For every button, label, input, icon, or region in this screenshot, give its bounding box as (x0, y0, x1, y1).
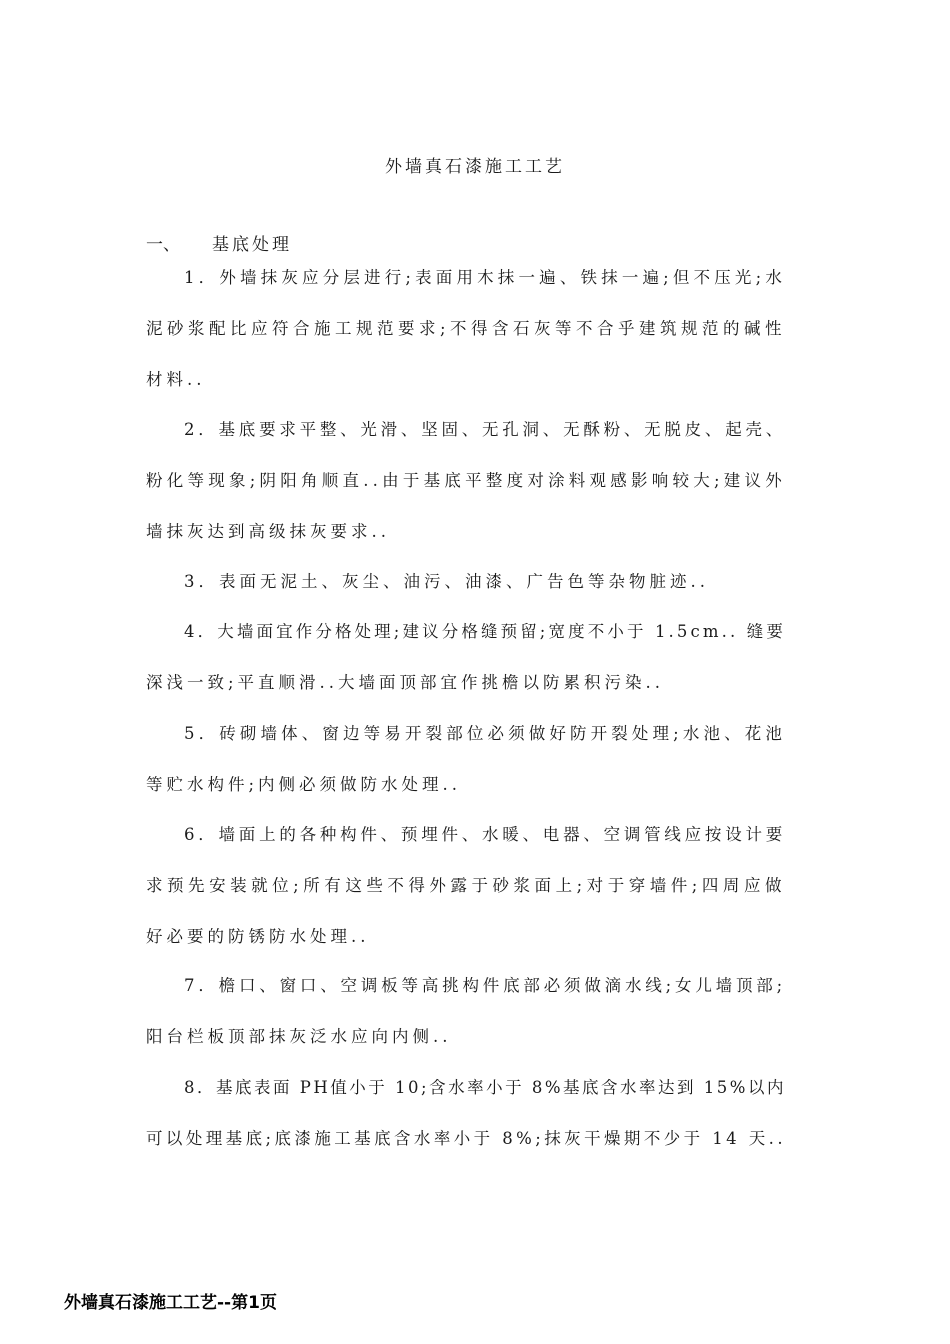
paragraph-line: 深浅一致;平直顺滑..大墙面顶部宜作挑檐以防累积污染.. (146, 673, 665, 692)
paragraph-line: 粉化等现象;阴阳角顺直..由于基底平整度对涂料观感影响较大;建议外 (146, 471, 786, 490)
paragraph-line: 2．基底要求平整、光滑、坚固、无孔洞、无酥粉、无脱皮、起壳、 (184, 420, 786, 439)
section-number: 一、 (146, 235, 180, 255)
paragraph-line: 阳台栏板顶部抹灰泛水应向内侧.. (146, 1027, 452, 1046)
section-label: 基底处理 (212, 235, 292, 255)
paragraph-line: 6．墙面上的各种构件、预埋件、水暖、电器、空调管线应按设计要 (184, 825, 786, 844)
paragraph-line: 7．檐口、窗口、空调板等高挑构件底部必须做滴水线;女儿墙顶部; (184, 976, 786, 995)
paragraph-line: 等贮水构件;内侧必须做防水处理.. (146, 775, 462, 794)
paragraph-line: 可以处理基底;底漆施工基底含水率小于 8%;抹灰干燥期不少于 14 天.. (146, 1129, 786, 1148)
paragraph-line: 8．基底表面 PH值小于 10;含水率小于 8%基底含水率达到 15%以内 (184, 1078, 786, 1097)
paragraph-line: 4．大墙面宜作分格处理;建议分格缝预留;宽度不小于 1.5cm.. 缝要 (184, 622, 786, 641)
section-heading (146, 230, 292, 255)
paragraph-line: 3．表面无泥土、灰尘、油污、油漆、广告色等杂物脏迹.. (184, 572, 709, 591)
paragraph-line: 材料.. (146, 370, 206, 389)
paragraph-line: 5．砖砌墙体、窗边等易开裂部位必须做好防开裂处理;水池、花池 (184, 724, 786, 743)
paragraph-line: 泥砂浆配比应符合施工规范要求;不得含石灰等不合乎建筑规范的碱性 (146, 319, 786, 338)
paragraph-line: 1．外墙抹灰应分层进行;表面用木抹一遍、铁抹一遍;但不压光;水 (184, 268, 786, 287)
paragraph-line: 好必要的防锈防水处理.. (146, 927, 370, 946)
page-title: 外墙真石漆施工工艺 (385, 157, 565, 177)
page-footer: 外墙真石漆施工工艺--第1页 (64, 1293, 277, 1313)
paragraph-line: 墙抹灰达到高级抹灰要求.. (146, 522, 390, 541)
paragraph-line: 求预先安装就位;所有这些不得外露于砂浆面上;对于穿墙件;四周应做 (146, 876, 786, 895)
